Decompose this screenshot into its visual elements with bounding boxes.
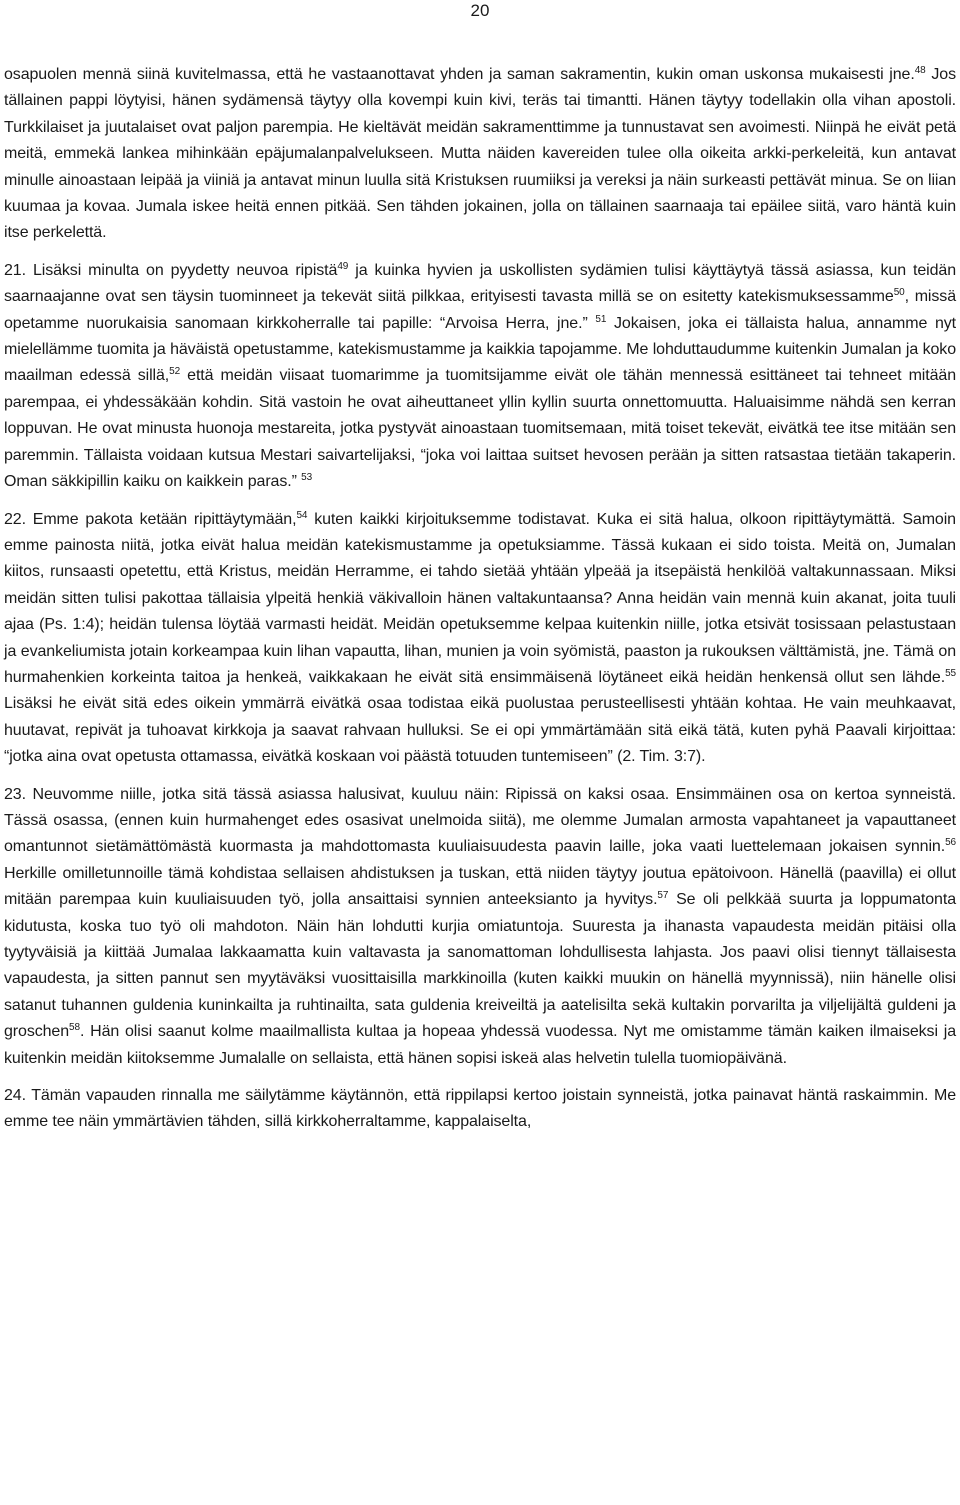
footnote-ref: 54: [296, 509, 308, 521]
text-run: , missä opetamme nuorukaisia sanomaan kirkkoherralle tai papille: “Arvoisa Herra, jne.”: [4, 288, 956, 332]
text-run: . Hän olisi saanut kolme maailmallista kultaa ja hopeaa yhdessä vuodessa. Nyt me omistamme tämän kaiken ilmaiseksi ja kuitenkin meidän kiitoksemme Jumalalle on sellaista, että hänen sopisi iskeä alas helvetin tulella tuomiopäivänä.: [4, 1023, 956, 1067]
footnote-ref: 50: [893, 287, 905, 299]
text-run: ja kuinka hyvien ja uskollisten sydämien tulisi käyttäytyä tässä asiassa, kun teidän saarnaajanne ovat sen täysin tuominneet ja tekevät siitä pilkkaa, erityisesti tavasta millä se on esitetty katekismuksessamme: [4, 261, 956, 306]
text-run: Lisäksi he eivät sitä edes oikein ymmärrä eivätkä osaa todistaa eikä puolustaa perusteellisesti yhtään kohtaa. He vain meuhkaavat, huutavat, repivät ja tuhoavat kirkkoja ja saavat rahvaan hulluksi. Se ei opi ymmärtämään sitä eikä tätä, kuten pyhä Paavali kirjoittaa: “jotka aina ovat opetusta ottamassa, eivätkä koskaan voi päästä totuuden tuntemiseen” (2. Tim. 3:7).: [4, 695, 956, 766]
paragraph-cont: [4, 62, 956, 247]
text-run: Jos tällainen pappi löytyisi, hänen sydämensä täytyy olla kovempi kuin kivi, teräs tai timantti. Hänen täytyy todellakin olla vihan apostoli. Turkkilaiset ja juutalaiset ovat paljon parempia. He kieltävät meidän sakramenttimme ja tunnustavat sen avoimesti. Niinpä he eivät petä meitä, emmekä lankea mihinkään epäjumalanpalvelukseen. Mutta näiden kavereiden tulee olla oikeita arkki-perkeleitä, kun antavat minulle ainoastaan leipää ja viiniä ja antavat minun luulla sitä Kristuksen ruumiiksi ja vereksi ja näin surkeasti pettävät minua. Se on liian kuumaa ja kovaa. Jumala iskee heitä ennen pitkää. Sen tähden jokainen, jolla on tällainen saarnaaja tai epäilee siitä, varo häntä kuin itse perkelettä.: [4, 66, 956, 242]
footnote-ref: 51: [595, 313, 607, 325]
paragraph-21: [4, 258, 956, 496]
text-run: 23. Neuvomme niille, jotka sitä tässä asiassa halusivat, kuuluu näin: Ripissä on kaksi osaa. Ensimmäinen osa on kertoa synneistä. Tässä osassa, (ennen kuin hurmahenget edes osasivat unelmoida siitä), me olemme Jumalan armosta vapahtaneet ja vapauttaneet omantunnot sietämättömästä kuormasta ja mahdottomasta kuuliaisuudesta paavin laille, joka vaati luettelemaan jokaisen synnin.: [4, 785, 956, 856]
text-run: osapuolen mennä siinä kuvitelmassa, että he vastaanottavat yhden ja saman sakramentin, kukin oman uskonsa mukaisesti jne.: [4, 66, 915, 83]
text-run: Herkille omilletunnoille tämä kohdistaa sellaisen ahdistuksen ja tuskan, että niiden täytyy joutua epätoivoon. Hänellä (paavilla) ei ollut mitään parempaa kuin kuuliaisuuden työ, jolla ansaittaisi synnien anteeksianto ja hyvitys.: [4, 864, 956, 909]
footnote-ref: 53: [301, 472, 313, 484]
paragraph-24: [4, 1083, 956, 1136]
page-number: 20: [470, 1, 490, 20]
footnote-ref: 56: [945, 837, 956, 849]
text-run: kuten kaikki kirjoituksemme todistavat. Kuka ei sitä halua, olkoon ripittäytymättä. Samoin emme painosta niitä, jotka eivät halua meidän katekismustamme ja opetuksiamme. Tässä kukaan ei sido toista. Meitä on, Jumalan kiitos, runsaasti opetettu, että Kristus, meidän Herramme, ei tahdo sietää yhtään ylpeää ja itsepäistä henkilöä valtakunnassaan. Miksi meidän sitten tulisi pakottaa tällaisia ylpeitä henkiä väkivalloin hänen valtakuntaansa? Anna heidän vain mennä kuin akanat, joita tuuli ajaa (Ps. 1:4); heidän tulensa löytää varmasti heidät. Meidän opetuksemme kelpaa kuitenkin niille, jotka etsivät tosissaan pelastustaan ja evankeliumista jotain korkeampaa kuin lihan vapautta, lihan, munien ja voin syömistä, paaston ja rukouksen välttämistä, jne. Tämä on hurmahenkien korkeinta taitoa ja henkeä, vaikkakaan he eivät sitä ensimmäisenä löytäneet eikä heidän henkensä ollut sen lähde.: [4, 510, 956, 686]
paragraph-23: [4, 782, 956, 1072]
footnote-ref: 49: [337, 260, 349, 272]
document-body: [4, 62, 956, 1147]
text-run: 22. Emme pakota ketään ripittäytymään,: [4, 510, 297, 528]
footnote-ref: 55: [945, 667, 956, 679]
paragraph-22: [4, 507, 956, 771]
footnote-ref: 52: [169, 366, 181, 378]
footnote-ref: 48: [914, 65, 926, 76]
footnote-ref: 58: [69, 1022, 80, 1034]
footnote-ref: 57: [657, 890, 669, 902]
text-run: Se oli pelkkää suurta ja loppumatonta kidutusta, koska tuo työ oli mahdoton. Näin hän lohdutti kurjia omiatuntoja. Suuresta ja ihanasta vapaudesta meidän pitäisi olla tyytyväisiä ja kiittää Jumalaa lakkaamatta kuin valtavasta ja sanomattoman lohdullisesta lahjasta. Jos paavi olisi tiennyt tällaisesta vapaudesta, ja sitten pannut sen myytäväksi vuosittaisilla markkinoilla (kuten kaikki muukin on hänellä myynnissä), niin hänelle olisi satanut tuhannen guldenia kuninkailta ja ruhtinailta, sata guldenia kreiveiltä ja aatelisilta sekä kultakin porvarilta ja viljelijältä guldeni ja groschen: [4, 891, 957, 1041]
text-run: että meidän viisaat tuomarimme ja tuomitsijamme eivät ole tähän mennessä esittäneet tai tehneet mitään parempaa, ei yhdessäkään kohdin. Sitä vastoin he ovat aiheuttaneet yllin kyllin suurta onnettomuutta. Haluaisimme nähdä sen kerran loppuvan. He ovat minusta huonoja mestareita, jotka pystyvät ainoastaan tuomitsemaan, mitä toiset tekevät, eivätkä tee itse mitään sen paremmin. Tällaista voidaan kutsua Mestari saivartelijaksi, “joka voi laittaa suitset hevosen perään ja sitten ratsastaa tietään takaperin. Oman säkkipillin kaiku on kaikkein paras.”: [4, 367, 956, 491]
text-run: 21. Lisäksi minulta on pyydetty neuvoa ripistä: [4, 261, 338, 279]
text-run: Jokaisen, joka ei tällaista halua, annamme nyt mielellämme tuomita ja häväistä opetustamme, katekismustamme ja kaikkia tapojamme. Me lohduttaudumme kuitenkin Jumalan ja koko maailman edessä sillä,: [4, 314, 956, 385]
text-run: 24. Tämän vapauden rinnalla me säilytämme käytännön, että rippilapsi kertoo joistain synneistä, jotka painavat häntä raskaimmin. Me emme tee näin ymmärtävien tähden, sillä kirkkoherraltamme, kappalaiselta,: [4, 1087, 956, 1131]
